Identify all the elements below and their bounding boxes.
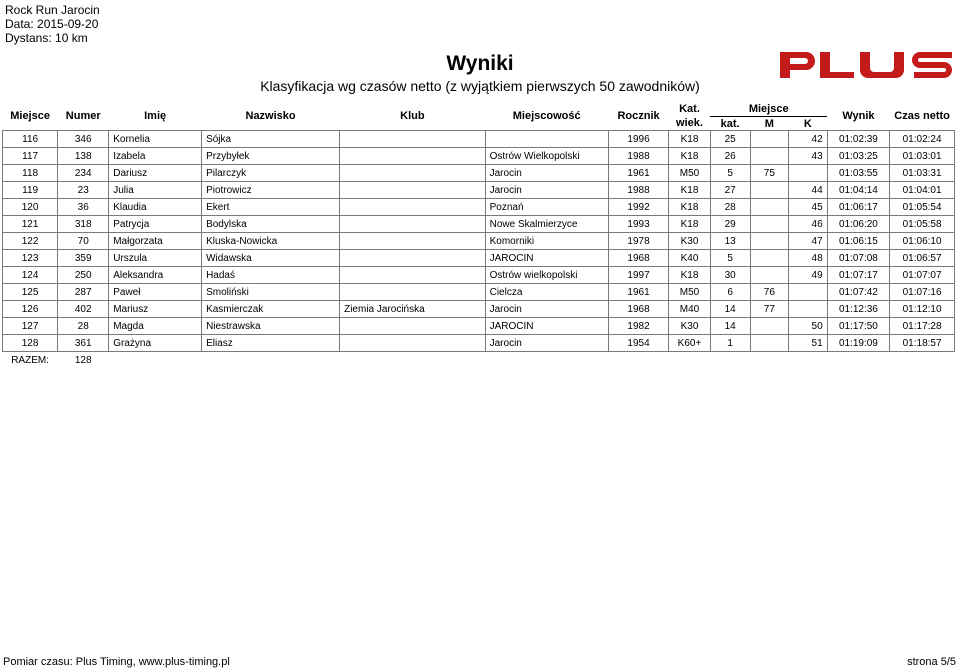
table-row [3, 250, 955, 267]
cell-city: Poznań [485, 199, 608, 216]
cell-city: Jarocin [485, 165, 608, 182]
cell-place-cat: 25 [710, 131, 750, 148]
cell-place-k: 44 [789, 182, 828, 199]
cell-number: 250 [58, 267, 109, 284]
cell-place: 127 [3, 318, 58, 335]
cell-first-name: Paweł [109, 284, 202, 301]
cell-first-name: Julia [109, 182, 202, 199]
col-place-k: K [789, 117, 828, 131]
plus-timing-logo [778, 48, 954, 82]
cell-place-m: 76 [750, 284, 789, 301]
cell-net-time: 01:04:01 [890, 182, 955, 199]
cell-place: 122 [3, 233, 58, 250]
cell-result: 01:02:39 [827, 131, 889, 148]
cell-surname: Kluska-Nowicka [202, 233, 340, 250]
footer-page-number: strona 5/5 [907, 656, 956, 668]
cell-year: 1968 [608, 301, 669, 318]
cell-surname: Kasmierczak [202, 301, 340, 318]
col-club: Klub [400, 110, 425, 122]
cell-place-cat: 29 [710, 216, 750, 233]
cell-club [340, 131, 486, 148]
cell-place-cat: 14 [710, 318, 750, 335]
cell-year: 1996 [608, 131, 669, 148]
event-distance: Dystans: 10 km [5, 31, 88, 45]
cell-result: 01:07:08 [827, 250, 889, 267]
cell-place-m [750, 335, 789, 352]
cell-place-m [750, 199, 789, 216]
cell-first-name: Klaudia [109, 199, 202, 216]
cell-place-m [750, 131, 789, 148]
cell-place-m: 75 [750, 165, 789, 182]
table-row [3, 199, 955, 216]
cell-first-name: Patrycja [109, 216, 202, 233]
cell-year: 1992 [608, 199, 669, 216]
cell-category: K18 [669, 267, 710, 284]
cell-club [340, 335, 486, 352]
cell-net-time: 01:06:10 [890, 233, 955, 250]
cell-surname: Smoliński [202, 284, 340, 301]
col-age-cat-2: wiek. [676, 117, 703, 130]
cell-place-k: 46 [789, 216, 828, 233]
cell-net-time: 01:17:28 [890, 318, 955, 335]
table-row [3, 318, 955, 335]
cell-club: Ziemia Jarocińska [340, 301, 486, 318]
total-value: 128 [74, 354, 92, 366]
cell-net-time: 01:12:10 [890, 301, 955, 318]
cell-result: 01:03:25 [827, 148, 889, 165]
cell-surname: Hadaś [202, 267, 340, 284]
cell-place: 116 [3, 131, 58, 148]
cell-result: 01:17:50 [827, 318, 889, 335]
cell-place: 121 [3, 216, 58, 233]
cell-number: 402 [58, 301, 109, 318]
cell-category: M50 [669, 165, 710, 182]
page-subtitle: Klasyfikacja wg czasów netto (z wyjątkiem pierwszych 50 zawodników) [260, 78, 700, 94]
cell-category: M40 [669, 301, 710, 318]
cell-number: 234 [58, 165, 109, 182]
cell-place-k: 50 [789, 318, 828, 335]
cell-place-k [789, 301, 828, 318]
cell-city: Jarocin [485, 182, 608, 199]
cell-result: 01:04:14 [827, 182, 889, 199]
cell-surname: Widawska [202, 250, 340, 267]
cell-net-time: 01:05:58 [890, 216, 955, 233]
cell-net-time: 01:06:57 [890, 250, 955, 267]
cell-place-cat: 27 [710, 182, 750, 199]
footer-timing: Pomiar czasu: Plus Timing, www.plus-timing.pl [3, 656, 230, 668]
cell-place: 120 [3, 199, 58, 216]
cell-city: Komorniki [485, 233, 608, 250]
cell-first-name: Aleksandra [109, 267, 202, 284]
cell-first-name: Grażyna [109, 335, 202, 352]
cell-year: 1993 [608, 216, 669, 233]
cell-number: 28 [58, 318, 109, 335]
cell-surname: Ekert [202, 199, 340, 216]
cell-number: 70 [58, 233, 109, 250]
cell-year: 1961 [608, 284, 669, 301]
cell-category: K40 [669, 250, 710, 267]
col-surname: Nazwisko [245, 110, 296, 122]
cell-place-cat: 26 [710, 148, 750, 165]
col-place-m: M [750, 117, 789, 131]
col-result: Wynik [842, 110, 875, 122]
cell-place-m [750, 182, 789, 199]
cell-city: Ostrów wielkopolski [485, 267, 608, 284]
cell-place-m [750, 216, 789, 233]
event-info [5, 3, 100, 45]
cell-first-name: Małgorzata [109, 233, 202, 250]
cell-first-name: Magda [109, 318, 202, 335]
cell-city: Nowe Skalmierzyce [485, 216, 608, 233]
cell-net-time: 01:18:57 [890, 335, 955, 352]
cell-place-k: 51 [789, 335, 828, 352]
col-place: Miejsce [10, 110, 50, 122]
cell-place-cat: 1 [710, 335, 750, 352]
cell-place-cat: 14 [710, 301, 750, 318]
cell-category: M50 [669, 284, 710, 301]
cell-place-m [750, 318, 789, 335]
cell-place: 126 [3, 301, 58, 318]
cell-place-cat: 13 [710, 233, 750, 250]
cell-first-name: Urszula [109, 250, 202, 267]
table-row [3, 267, 955, 284]
cell-place-cat: 5 [710, 165, 750, 182]
cell-first-name: Dariusz [109, 165, 202, 182]
cell-place-m [750, 267, 789, 284]
cell-club [340, 250, 486, 267]
cell-city: Cielcza [485, 284, 608, 301]
table-row [3, 131, 955, 148]
cell-surname: Sójka [202, 131, 340, 148]
page-title: Wyniki [446, 52, 514, 75]
cell-city: JAROCIN [485, 250, 608, 267]
cell-club [340, 267, 486, 284]
cell-place-k: 47 [789, 233, 828, 250]
col-first-name: Imię [144, 110, 167, 122]
col-age-cat-1: Kat. [679, 103, 700, 116]
col-place-group: Miejsce [748, 103, 789, 115]
cell-city: JAROCIN [485, 318, 608, 335]
cell-net-time: 01:03:01 [890, 148, 955, 165]
cell-year: 1954 [608, 335, 669, 352]
table-row [3, 284, 955, 301]
cell-first-name: Izabela [109, 148, 202, 165]
cell-category: K18 [669, 199, 710, 216]
cell-net-time: 01:07:07 [890, 267, 955, 284]
cell-year: 1988 [608, 182, 669, 199]
cell-place: 128 [3, 335, 58, 352]
table-row [3, 301, 955, 318]
cell-place-m [750, 250, 789, 267]
cell-surname: Niestrawska [202, 318, 340, 335]
col-number: Numer [65, 110, 101, 122]
cell-category: K18 [669, 131, 710, 148]
cell-net-time: 01:05:54 [890, 199, 955, 216]
table-row [3, 216, 955, 233]
cell-result: 01:03:55 [827, 165, 889, 182]
col-place-cat: kat. [710, 117, 750, 131]
cell-place-m: 77 [750, 301, 789, 318]
cell-place-cat: 30 [710, 267, 750, 284]
cell-place-k: 48 [789, 250, 828, 267]
cell-number: 36 [58, 199, 109, 216]
cell-number: 361 [58, 335, 109, 352]
cell-result: 01:07:42 [827, 284, 889, 301]
cell-city: Ostrów Wielkopolski [485, 148, 608, 165]
table-row [3, 233, 955, 250]
cell-year: 1978 [608, 233, 669, 250]
results-body [3, 131, 955, 369]
table-row [3, 148, 955, 165]
cell-place-k: 43 [789, 148, 828, 165]
cell-place-cat: 28 [710, 199, 750, 216]
col-net-time: Czas netto [894, 110, 950, 122]
cell-category: K30 [669, 318, 710, 335]
cell-year: 1982 [608, 318, 669, 335]
cell-club [340, 284, 486, 301]
cell-net-time: 01:02:24 [890, 131, 955, 148]
cell-place-cat: 6 [710, 284, 750, 301]
cell-city: Jarocin [485, 301, 608, 318]
cell-category: K18 [669, 182, 710, 199]
cell-place-k [789, 284, 828, 301]
cell-club [340, 233, 486, 250]
cell-place-k: 45 [789, 199, 828, 216]
cell-number: 318 [58, 216, 109, 233]
table-row [3, 165, 955, 182]
cell-place: 123 [3, 250, 58, 267]
cell-net-time: 01:07:16 [890, 284, 955, 301]
cell-surname: Piotrowicz [202, 182, 340, 199]
cell-year: 1988 [608, 148, 669, 165]
cell-club [340, 165, 486, 182]
results-table [2, 102, 955, 368]
cell-year: 1961 [608, 165, 669, 182]
cell-place-k: 49 [789, 267, 828, 284]
event-date: Data: 2015-09-20 [5, 17, 99, 31]
table-row [3, 182, 955, 199]
cell-place: 125 [3, 284, 58, 301]
cell-place: 119 [3, 182, 58, 199]
cell-club [340, 216, 486, 233]
cell-club [340, 182, 486, 199]
cell-category: K60+ [669, 335, 710, 352]
cell-city [485, 131, 608, 148]
cell-number: 138 [58, 148, 109, 165]
cell-number: 23 [58, 182, 109, 199]
total-row [3, 352, 955, 369]
event-name: Rock Run Jarocin [5, 3, 100, 17]
cell-place: 117 [3, 148, 58, 165]
cell-surname: Pilarczyk [202, 165, 340, 182]
cell-first-name: Mariusz [109, 301, 202, 318]
cell-place-k: 42 [789, 131, 828, 148]
cell-category: K30 [669, 233, 710, 250]
cell-place-cat: 5 [710, 250, 750, 267]
col-city: Miejscowość [512, 110, 581, 122]
cell-result: 01:07:17 [827, 267, 889, 284]
cell-number: 346 [58, 131, 109, 148]
col-year: Rocznik [617, 110, 660, 122]
total-label: RAZEM: [11, 354, 49, 366]
cell-surname: Bodylska [202, 216, 340, 233]
cell-city: Jarocin [485, 335, 608, 352]
cell-first-name: Kornelia [109, 131, 202, 148]
cell-result: 01:19:09 [827, 335, 889, 352]
cell-place: 118 [3, 165, 58, 182]
cell-place: 124 [3, 267, 58, 284]
cell-net-time: 01:03:31 [890, 165, 955, 182]
cell-club [340, 318, 486, 335]
cell-year: 1997 [608, 267, 669, 284]
cell-place-m [750, 233, 789, 250]
cell-category: K18 [669, 216, 710, 233]
cell-surname: Przybyłek [202, 148, 340, 165]
cell-category: K18 [669, 148, 710, 165]
cell-number: 359 [58, 250, 109, 267]
cell-surname: Eliasz [202, 335, 340, 352]
cell-club [340, 199, 486, 216]
cell-club [340, 148, 486, 165]
cell-year: 1968 [608, 250, 669, 267]
table-row [3, 335, 955, 352]
cell-place-m [750, 148, 789, 165]
cell-result: 01:12:36 [827, 301, 889, 318]
cell-result: 01:06:17 [827, 199, 889, 216]
cell-result: 01:06:20 [827, 216, 889, 233]
cell-result: 01:06:15 [827, 233, 889, 250]
cell-number: 287 [58, 284, 109, 301]
cell-place-k [789, 165, 828, 182]
